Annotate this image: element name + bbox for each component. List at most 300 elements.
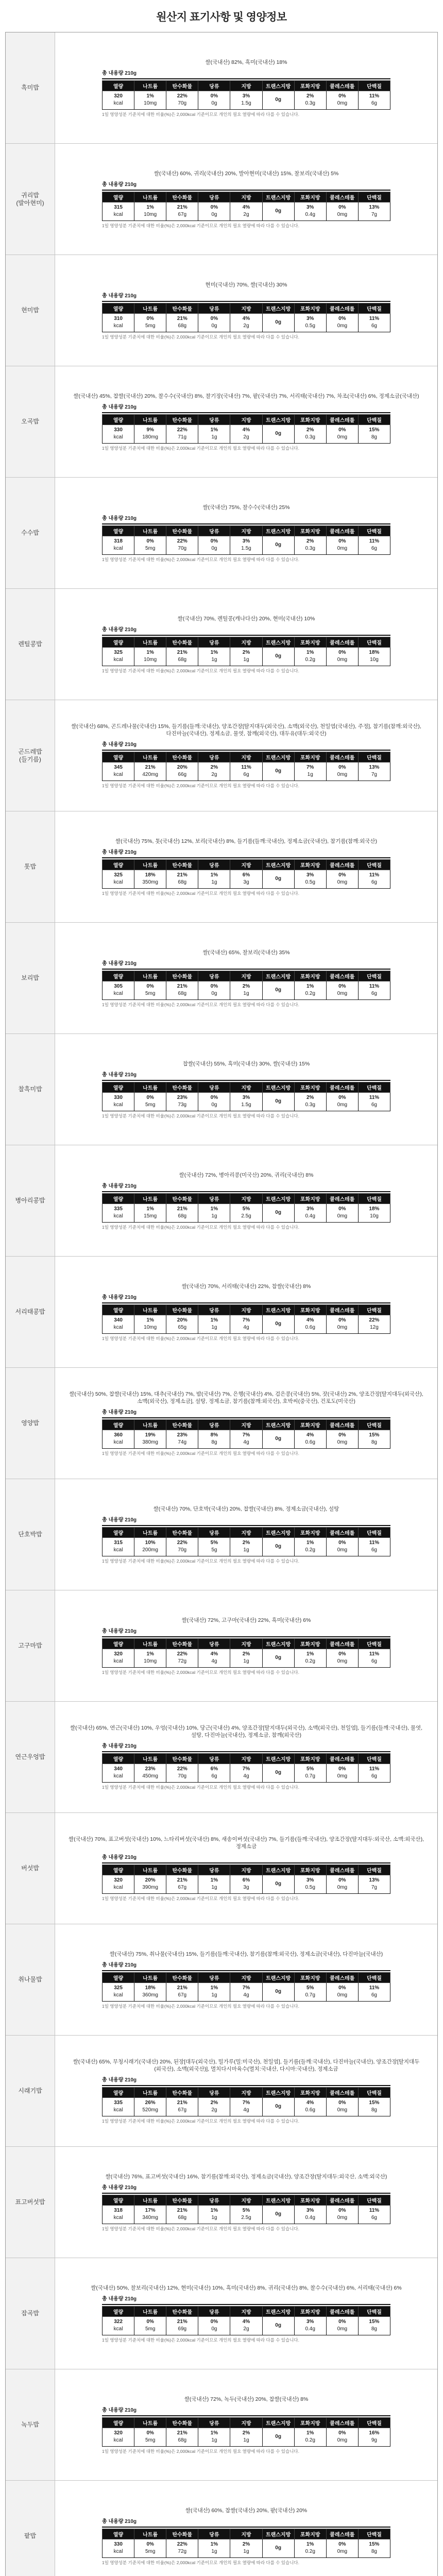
nutrition-header: 트랜스지방 (262, 2306, 294, 2316)
nutrition-header: 단백질 (358, 414, 390, 425)
nutrition-header: 단백질 (358, 80, 390, 91)
nutrition-header-row (103, 971, 390, 981)
nutrition-amount: 0g (211, 546, 217, 551)
nutrition-cell (198, 1430, 230, 1448)
nutrition-value: 13% (369, 205, 380, 210)
nutrition-amount: 0.6g (305, 1439, 315, 1445)
nutrition-amount: 2g (243, 212, 249, 217)
nutrition-value: 0% (338, 872, 346, 878)
nutrition-value: 2% (210, 2100, 218, 2106)
nutrition-value: 5% (306, 1985, 314, 1991)
nutrition-value: 21% (177, 2208, 188, 2213)
nutrition-value: 2% (242, 2541, 250, 2547)
nutrition-header: 단백질 (358, 1304, 390, 1315)
nutrition-amount: kcal (113, 1658, 123, 1664)
nutrition-amount: kcal (113, 100, 123, 106)
nutrition-cell (134, 425, 166, 443)
nutrition-value: 0g (275, 768, 281, 774)
nutrition-header: 콜레스테롤 (326, 1082, 358, 1092)
nutrition-cell (326, 202, 358, 221)
nutrition-amount: 12g (370, 1325, 379, 1330)
nutrition-header: 나트륨 (134, 2306, 166, 2316)
product-row (6, 1813, 437, 1924)
nutrition-cell (103, 2539, 134, 2557)
nutrition-header: 콜레스테롤 (326, 859, 358, 870)
nutrition-amount: 7g (371, 1885, 377, 1890)
nutrition-value-row (103, 870, 390, 888)
product-info (55, 811, 437, 922)
nutrition-header: 열량 (103, 971, 134, 981)
nutrition-cell (294, 91, 326, 109)
nutrition-header: 콜레스테롤 (326, 752, 358, 762)
serving-size: 총 내용량 210g (102, 2184, 390, 2194)
nutrition-amount: 0g (211, 323, 217, 329)
nutrition-header: 탄수화물 (166, 971, 198, 981)
nutrition-amount: 5mg (145, 546, 156, 551)
nutrition-cell (134, 981, 166, 999)
nutrition-header: 트랜스지방 (262, 303, 294, 313)
ingredients-text: 쌀(국내산) 60%, 귀리(국내산) 20%, 발아현미(국내산) 15%, 찰보리(국내산) 5% (154, 170, 339, 177)
nutrition-header: 탄수화물 (166, 637, 198, 647)
nutrition-value: 0% (210, 2319, 218, 2325)
nutrition-cell (134, 1875, 166, 1893)
nutrition-value: 1% (210, 2208, 218, 2213)
nutrition-cell (198, 1315, 230, 1333)
nutrition-cell (326, 2539, 358, 2557)
serving-size: 총 내용량 210g (102, 1409, 390, 1418)
nutrition-value: 0g (275, 1321, 281, 1327)
nutrition-value: 5% (242, 1206, 250, 1212)
nutrition-cell (198, 536, 230, 554)
nutrition-amount: 6g (211, 1773, 217, 1779)
nutrition-header-row (103, 2306, 390, 2316)
nutrition-cell (262, 2428, 294, 2446)
nutrition-header: 단백질 (358, 1082, 390, 1092)
nutrition-value: 335 (114, 1206, 123, 1212)
product-info (55, 2369, 437, 2480)
nutrition-header: 열량 (103, 1527, 134, 1537)
nutrition-header: 열량 (103, 2195, 134, 2205)
nutrition-footnote: 1일 영양성분 기준치에 대한 비율(%)은 2,000kcal 기준이므로 개인의 필요 열량에 따라 다를 수 있습니다. (102, 2118, 299, 2124)
nutrition-cell (262, 1649, 294, 1667)
nutrition-value: 0% (338, 1766, 346, 1772)
nutrition-value: 330 (114, 427, 123, 433)
nutrition-cell (294, 2428, 326, 2446)
nutrition-cell (230, 762, 262, 781)
nutrition-header: 당류 (198, 1082, 230, 1092)
nutrition-cell (326, 2205, 358, 2224)
nutrition-amount: 2g (211, 2107, 217, 2113)
nutrition-header: 당류 (198, 1527, 230, 1537)
nutrition-amount: kcal (113, 1439, 123, 1445)
nutrition-value: 4% (242, 316, 250, 321)
nutrition-amount: 68g (178, 2215, 187, 2221)
nutrition-value: 11% (369, 316, 380, 321)
nutrition-header: 당류 (198, 2306, 230, 2316)
product-name: 오곡밥 (6, 366, 55, 477)
nutrition-header: 나트륨 (134, 1753, 166, 1764)
nutrition-cell (326, 647, 358, 666)
nutrition-header: 지방 (230, 2087, 262, 2097)
serving-size: 총 내용량 210g (102, 1628, 390, 1637)
nutrition-header: 콜레스테롤 (326, 1865, 358, 1875)
nutrition-amount: kcal (113, 1213, 123, 1219)
nutrition-value: 2% (242, 1651, 250, 1657)
nutrition-amount: 4g (243, 2107, 249, 2113)
nutrition-header: 단백질 (358, 2195, 390, 2205)
nutrition-value: 22% (177, 2541, 188, 2547)
nutrition-value: 0g (275, 208, 281, 214)
nutrition-value: 23% (177, 1095, 188, 1100)
nutrition-value: 315 (114, 1540, 123, 1546)
nutrition-cell (198, 1764, 230, 1782)
nutrition-value: 18% (145, 1985, 156, 1991)
serving-size: 총 내용량 210g (102, 1294, 390, 1303)
nutrition-cell (198, 762, 230, 781)
nutrition-facts (102, 1743, 390, 1790)
nutrition-cell (294, 2539, 326, 2557)
nutrition-value-row (103, 1982, 390, 2001)
nutrition-amount: 420mg (142, 772, 158, 777)
nutrition-cell (230, 2205, 262, 2224)
nutrition-cell (134, 1315, 166, 1333)
nutrition-header: 탄수화물 (166, 1304, 198, 1315)
nutrition-cell (134, 1537, 166, 1556)
nutrition-amount: 8g (371, 434, 377, 440)
nutrition-value: 23% (145, 1766, 156, 1772)
nutrition-cell (198, 425, 230, 443)
nutrition-amount: kcal (113, 657, 123, 663)
nutrition-header: 단백질 (358, 1638, 390, 1649)
nutrition-cell (358, 1092, 390, 1111)
nutrition-value-row (103, 2316, 390, 2335)
nutrition-cell (103, 1204, 134, 1222)
nutrition-value: 3% (306, 2208, 314, 2213)
ingredients-text: 쌀(국내산) 65%, 무청시래기(국내산) 20%, 된장[대두(외국산), 밀가루(밀:미국산), 천일염], 들기름(들깨:국내산), 다진마늘(국내산), 양조간장[탈지대두(외국산), 소맥(외국산)], 멸치다시마육수(멸치:국내산, 다시마:국내산), 정제소금 (73, 2058, 420, 2072)
nutrition-amount: 0.4g (305, 2326, 315, 2332)
nutrition-amount: 0.7g (305, 1992, 315, 1998)
nutrition-value: 325 (114, 1985, 123, 1991)
nutrition-cell (230, 1649, 262, 1667)
nutrition-facts (102, 1409, 390, 1456)
serving-size: 총 내용량 210g (102, 293, 390, 302)
nutrition-value: 0% (146, 1095, 154, 1100)
nutrition-footnote: 1일 영양성분 기준치에 대한 비율(%)은 2,000kcal 기준이므로 개인의 필요 열량에 따라 다를 수 있습니다. (102, 556, 299, 562)
nutrition-value: 0% (146, 316, 154, 321)
nutrition-value: 0% (338, 984, 346, 989)
ingredients-text: 쌀(국내산) 70%, 서리태(국내산) 22%, 찹쌀(국내산) 8% (181, 1283, 311, 1290)
nutrition-value-row (103, 1537, 390, 1556)
nutrition-cell (103, 2097, 134, 2116)
product-name: 취나물밥 (6, 1924, 55, 2035)
nutrition-cell (134, 1764, 166, 1782)
nutrition-value: 2% (242, 650, 250, 655)
nutrition-amount: 67g (178, 1885, 187, 1890)
nutrition-header: 트랜스지방 (262, 2195, 294, 2205)
nutrition-cell (103, 1537, 134, 1556)
nutrition-value: 0g (275, 319, 281, 325)
product-name: 수수밥 (6, 478, 55, 588)
nutrition-amount: 6g (371, 1547, 377, 1553)
nutrition-header: 단백질 (358, 2529, 390, 2539)
nutrition-cell (166, 2428, 198, 2446)
nutrition-value: 6% (242, 1877, 250, 1883)
nutrition-value: 0g (275, 987, 281, 993)
nutrition-cell (134, 1649, 166, 1667)
nutrition-cell (294, 1875, 326, 1893)
nutrition-cell (326, 981, 358, 999)
nutrition-header: 열량 (103, 1419, 134, 1430)
nutrition-amount: 1.5g (241, 100, 251, 106)
nutrition-header: 나트륨 (134, 192, 166, 202)
nutrition-amount: 0.7g (305, 1773, 315, 1779)
nutrition-value: 0g (275, 1989, 281, 1994)
nutrition-header: 탄수화물 (166, 526, 198, 536)
nutrition-header: 지방 (230, 2529, 262, 2539)
nutrition-table (102, 637, 390, 666)
nutrition-cell (262, 1315, 294, 1333)
nutrition-header: 탄수화물 (166, 2529, 198, 2539)
nutrition-amount: 350mg (142, 879, 158, 885)
nutrition-cell (326, 1430, 358, 1448)
nutrition-cell (230, 1315, 262, 1333)
nutrition-header: 지방 (230, 414, 262, 425)
nutrition-value: 11% (369, 1540, 380, 1546)
nutrition-cell (262, 536, 294, 554)
nutrition-value: 345 (114, 765, 123, 770)
nutrition-cell (326, 1092, 358, 1111)
nutrition-header: 나트륨 (134, 1193, 166, 1204)
nutrition-amount: 0mg (337, 1213, 348, 1219)
nutrition-value: 13% (369, 1877, 380, 1883)
nutrition-cell (134, 2316, 166, 2335)
nutrition-amount: kcal (113, 991, 123, 996)
nutrition-header: 콜레스테롤 (326, 2087, 358, 2097)
nutrition-value: 22% (177, 1540, 188, 1546)
nutrition-cell (134, 202, 166, 221)
nutrition-table (102, 1419, 390, 1449)
nutrition-cell (294, 1649, 326, 1667)
nutrition-header: 트랜스지방 (262, 526, 294, 536)
nutrition-amount: 6g (371, 2215, 377, 2221)
nutrition-cell (230, 870, 262, 888)
serving-size: 총 내용량 210g (102, 2077, 390, 2086)
nutrition-amount: 8g (371, 1439, 377, 1445)
product-name: 버섯밥 (6, 1813, 55, 1924)
nutrition-cell (262, 2097, 294, 2116)
nutrition-cell (134, 762, 166, 781)
nutrition-value: 2% (210, 765, 218, 770)
nutrition-amount: 66g (178, 772, 187, 777)
product-row (6, 255, 437, 366)
nutrition-value: 3% (306, 316, 314, 321)
nutrition-value: 1% (210, 872, 218, 878)
nutrition-cell (230, 647, 262, 666)
nutrition-value: 3% (306, 1877, 314, 1883)
nutrition-cell (262, 870, 294, 888)
nutrition-facts (102, 2296, 390, 2343)
nutrition-amount: 7g (371, 772, 377, 777)
nutrition-amount: 0.3g (305, 1102, 315, 1108)
nutrition-header: 포화지방 (294, 80, 326, 91)
nutrition-value: 22% (177, 1766, 188, 1772)
nutrition-amount: 0.4g (305, 1213, 315, 1219)
nutrition-value: 1% (146, 1317, 154, 1323)
nutrition-cell (326, 1537, 358, 1556)
nutrition-header: 단백질 (358, 303, 390, 313)
product-name: 현미밥 (6, 255, 55, 366)
nutrition-header: 포화지방 (294, 192, 326, 202)
nutrition-header: 당류 (198, 1193, 230, 1204)
nutrition-header: 콜레스테롤 (326, 2195, 358, 2205)
nutrition-header: 당류 (198, 637, 230, 647)
nutrition-cell (103, 425, 134, 443)
nutrition-header: 콜레스테롤 (326, 526, 358, 536)
nutrition-value: 21% (177, 1877, 188, 1883)
nutrition-amount: 0mg (337, 1547, 348, 1553)
product-row (6, 1145, 437, 1257)
nutrition-value-row (103, 1764, 390, 1782)
nutrition-facts (102, 1294, 390, 1342)
nutrition-amount: kcal (113, 1325, 123, 1330)
nutrition-amount: 5mg (145, 2437, 156, 2443)
product-name: 고구마밥 (6, 1590, 55, 1701)
nutrition-amount: 67g (178, 2107, 187, 2113)
nutrition-header: 나트륨 (134, 971, 166, 981)
nutrition-cell (166, 2097, 198, 2116)
nutrition-amount: 450mg (142, 1773, 158, 1779)
nutrition-facts (102, 1628, 390, 1675)
nutrition-value: 4% (242, 427, 250, 433)
nutrition-value: 15% (369, 2100, 380, 2106)
product-row (6, 2147, 437, 2258)
nutrition-value-row (103, 2539, 390, 2557)
nutrition-cell (294, 313, 326, 332)
nutrition-header: 콜레스테롤 (326, 1419, 358, 1430)
nutrition-amount: 68g (178, 991, 187, 996)
serving-size: 총 내용량 210g (102, 626, 390, 636)
nutrition-value-row (103, 2205, 390, 2224)
ingredients-text: 쌀(국내산) 75%, 취나물(국내산) 15%, 들기름(들깨:국내산), 참기름(참깨:외국산), 정제소금(국내산), 다진마늘(국내산) (109, 1951, 383, 1957)
nutrition-value: 21% (177, 650, 188, 655)
nutrition-amount: 0g (211, 100, 217, 106)
nutrition-amount: 0.2g (305, 2437, 315, 2443)
nutrition-value: 11% (369, 1985, 380, 1991)
nutrition-header: 지방 (230, 637, 262, 647)
nutrition-header: 지방 (230, 2417, 262, 2428)
nutrition-footnote: 1일 영양성분 기준치에 대한 비율(%)은 2,000kcal 기준이므로 개인의 필요 열량에 따라 다를 수 있습니다. (102, 223, 299, 228)
nutrition-amount: 0mg (337, 2326, 348, 2332)
nutrition-value: 2% (242, 984, 250, 989)
nutrition-value: 11% (369, 2208, 380, 2213)
nutrition-amount: 1g (211, 2437, 217, 2443)
product-info (55, 1479, 437, 1590)
nutrition-amount: 0mg (337, 2215, 348, 2221)
nutrition-amount: 2.5g (241, 2215, 251, 2221)
nutrition-cell (358, 870, 390, 888)
nutrition-cell (326, 1649, 358, 1667)
nutrition-cell (230, 1537, 262, 1556)
ingredients-text: 쌀(국내산) 75%, 찰수수(국내산) 25% (202, 504, 290, 511)
nutrition-cell (198, 2097, 230, 2116)
nutrition-cell (358, 425, 390, 443)
nutrition-header: 나트륨 (134, 303, 166, 313)
nutrition-value: 21% (177, 1206, 188, 1212)
nutrition-value: 21% (177, 2319, 188, 2325)
nutrition-amount: 10g (370, 1213, 379, 1219)
serving-size: 총 내용량 210g (102, 1743, 390, 1752)
nutrition-amount: 72g (178, 2549, 187, 2554)
product-info (55, 366, 437, 477)
nutrition-footnote: 1일 영양성분 기준치에 대한 비율(%)은 2,000kcal 기준이므로 개인의 필요 열량에 따라 다를 수 있습니다. (102, 1669, 299, 1675)
nutrition-cell (103, 1982, 134, 2001)
product-row (6, 923, 437, 1034)
ingredients-text: 쌀(국내산) 75%, 톳(국내산) 12%, 보리(국내산) 8%, 들기름(들깨:국내산), 정제소금(국내산), 참기름(참깨:외국산) (115, 838, 378, 844)
nutrition-amount: 70g (178, 1773, 187, 1779)
nutrition-amount: kcal (113, 1102, 123, 1108)
nutrition-footnote: 1일 영양성분 기준치에 대한 비율(%)은 2,000kcal 기준이므로 개인의 필요 열량에 따라 다를 수 있습니다. (102, 890, 299, 896)
nutrition-value: 0% (338, 650, 346, 655)
nutrition-facts (102, 1072, 390, 1119)
nutrition-header: 포화지방 (294, 2306, 326, 2316)
nutrition-amount: 4g (243, 1325, 249, 1330)
nutrition-value: 11% (369, 1766, 380, 1772)
nutrition-value: 0% (338, 1540, 346, 1546)
nutrition-amount: 0.5g (305, 1885, 315, 1890)
nutrition-amount: 1g (243, 1658, 249, 1664)
nutrition-cell (166, 1764, 198, 1782)
nutrition-value: 2% (306, 538, 314, 544)
product-row (6, 2481, 437, 2576)
nutrition-amount: 4g (243, 1439, 249, 1445)
nutrition-amount: 0mg (337, 1658, 348, 1664)
nutrition-table (102, 1082, 390, 1111)
product-name: 톳밥 (6, 811, 55, 922)
nutrition-table (102, 303, 390, 332)
nutrition-value: 11% (369, 538, 380, 544)
nutrition-cell (262, 762, 294, 781)
nutrition-cell (230, 981, 262, 999)
nutrition-cell (294, 202, 326, 221)
nutrition-header-row (103, 192, 390, 202)
nutrition-header: 지방 (230, 1304, 262, 1315)
ingredients-text: 쌀(국내산) 50%, 찹쌀(국내산) 15%, 대추(국내산) 7%, 밤(국내산) 7%, 은행(국내산) 4%, 검은콩(국내산) 5%, 잣(국내산) 2%, 양조간장[탈지대두(외국산), 소맥(외국산), 정제소금], 설탕, 정제소금, 참기름(참깨:외국산), 호박씨(중국산), 건포도(미국산) (69, 1391, 423, 1404)
product-row (6, 2036, 437, 2147)
nutrition-cell (134, 1982, 166, 2001)
nutrition-value: 11% (369, 872, 380, 878)
nutrition-amount: 6g (371, 1773, 377, 1779)
nutrition-header: 단백질 (358, 526, 390, 536)
nutrition-value: 325 (114, 650, 123, 655)
product-info (55, 32, 437, 143)
nutrition-cell (134, 536, 166, 554)
nutrition-header: 콜레스테롤 (326, 192, 358, 202)
nutrition-cell (198, 202, 230, 221)
nutrition-header: 단백질 (358, 2417, 390, 2428)
nutrition-header: 지방 (230, 2306, 262, 2316)
nutrition-facts (102, 1962, 390, 2009)
nutrition-cell (326, 313, 358, 332)
nutrition-cell (103, 91, 134, 109)
nutrition-value: 1% (210, 1877, 218, 1883)
nutrition-cell (230, 2097, 262, 2116)
nutrition-header: 콜레스테롤 (326, 1193, 358, 1204)
nutrition-value: 4% (210, 1651, 218, 1657)
nutrition-amount: kcal (113, 434, 123, 440)
nutrition-amount: 67g (178, 212, 187, 217)
product-name: 영양밥 (6, 1368, 55, 1479)
product-row (6, 478, 437, 589)
